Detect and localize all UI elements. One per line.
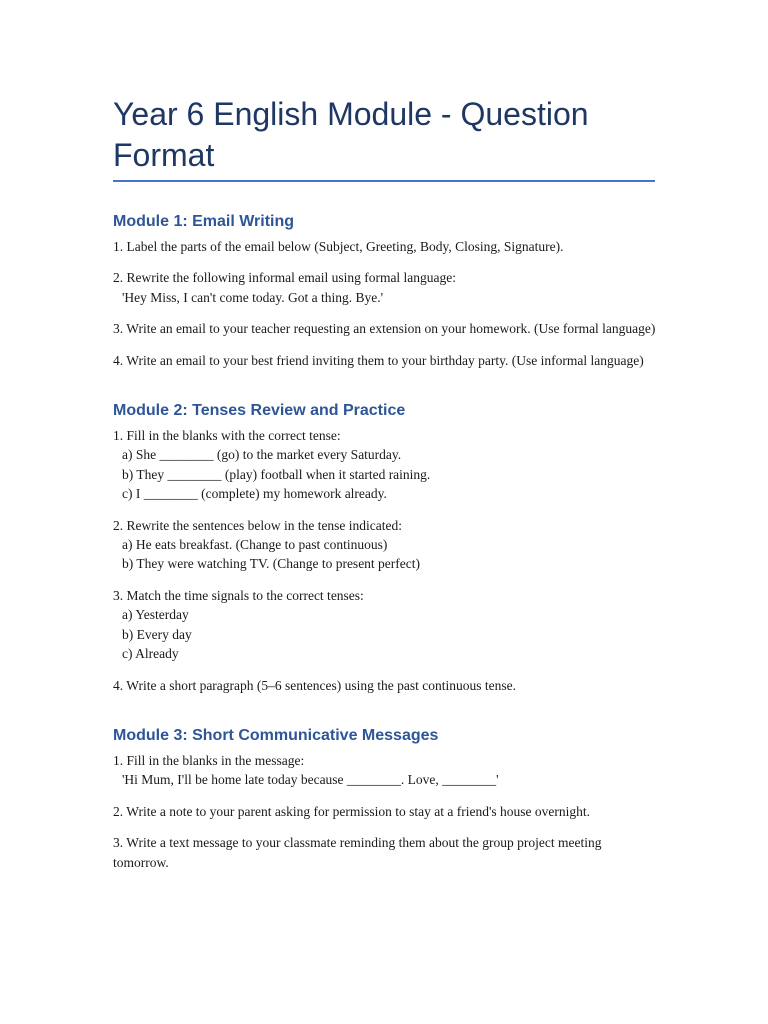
question-text: 2. Write a note to your parent asking for permission to stay at a friend's house overnight. (113, 803, 591, 819)
module-section (113, 400, 658, 695)
page-title: Year 6 English Module - Question Format (113, 96, 589, 173)
question-item (113, 751, 658, 790)
title-divider (113, 180, 655, 182)
question-subitem: a) She ________ (go) to the market every Saturday. (122, 447, 402, 463)
question-subitem: 'Hey Miss, I can't come today. Got a thing. Bye.' (122, 289, 383, 305)
question-item (113, 426, 658, 504)
question-item (113, 676, 658, 695)
module-section (113, 725, 658, 872)
question-text: 3. Match the time signals to the correct tenses: (113, 587, 364, 603)
module-heading: Module 3: Short Communicative Messages (113, 726, 439, 744)
question-text: 3. Write an email to your teacher requesting an extension on your homework. (Use formal language) (113, 321, 656, 337)
question-item (113, 802, 658, 821)
question-text: 4. Write an email to your best friend inviting them to your birthday party. (Use informal language) (113, 352, 644, 368)
question-text: 2. Rewrite the sentences below in the tense indicated: (113, 517, 403, 533)
question-text: 1. Fill in the blanks in the message: (113, 752, 305, 768)
question-text: 3. Write a text message to your classmate reminding them about the group project meeting tomorrow. (113, 835, 602, 870)
module-section (113, 211, 658, 370)
question-item (113, 586, 658, 664)
question-subitem: b) They ________ (play) football when it started raining. (122, 466, 431, 482)
question-subitem: 'Hi Mum, I'll be home late today because ________. Love, ________' (122, 772, 499, 788)
document-body (113, 211, 658, 902)
question-subitem: a) Yesterday (122, 607, 189, 623)
question-item (113, 351, 658, 370)
question-item (113, 833, 658, 872)
question-item (113, 237, 658, 256)
question-text: 4. Write a short paragraph (5–6 sentences) using the past continuous tense. (113, 677, 516, 693)
question-subitem: a) He eats breakfast. (Change to past continuous) (122, 537, 388, 553)
question-text: 2. Rewrite the following informal email using formal language: (113, 270, 457, 286)
question-item (113, 268, 658, 307)
question-item (113, 319, 658, 338)
question-text: 1. Fill in the blanks with the correct tense: (113, 428, 341, 444)
question-text: 1. Label the parts of the email below (Subject, Greeting, Body, Closing, Signature). (113, 239, 564, 254)
question-subitem: c) I ________ (complete) my homework already. (122, 486, 387, 502)
module-heading: Module 2: Tenses Review and Practice (113, 402, 406, 420)
question-subitem: c) Already (122, 646, 179, 662)
question-subitem: b) They were watching TV. (Change to present perfect) (122, 556, 421, 572)
question-item (113, 516, 658, 574)
module-heading: Module 1: Email Writing (113, 213, 295, 230)
question-subitem: b) Every day (122, 626, 192, 642)
